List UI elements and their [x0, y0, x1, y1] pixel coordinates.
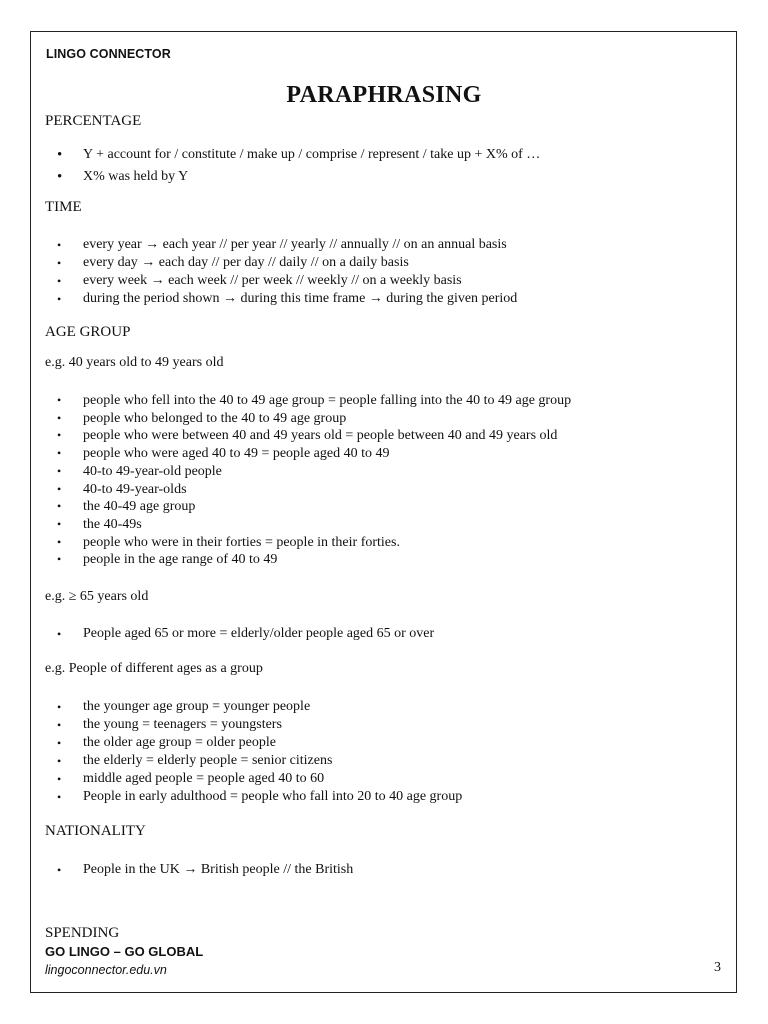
nationality-list — [57, 861, 353, 879]
brand-header: LINGO CONNECTOR — [46, 47, 171, 61]
section-heading-nationality: NATIONALITY — [45, 823, 146, 839]
list-item: • X% was held by Y — [57, 166, 540, 188]
list-item: • people who were in their forties = people in their forties. — [57, 534, 571, 552]
list-item: • people who were between 40 and 49 years old = people between 40 and 49 years old — [57, 427, 571, 445]
list-item: • the young = teenagers = youngsters — [57, 716, 462, 734]
list-item: • the older age group = older people — [57, 734, 462, 752]
list-item: • People aged 65 or more = elderly/older people aged 65 or over — [57, 625, 434, 643]
section-heading-age-group: AGE GROUP — [45, 324, 131, 340]
list-item: • every day → each day // per day // daily // on a daily basis — [57, 254, 517, 272]
list-item: • the elderly = elderly people = senior citizens — [57, 752, 462, 770]
age-forties-list — [57, 392, 571, 569]
footer-tagline: GO LINGO – GO GLOBAL — [45, 944, 204, 959]
page-number: 3 — [714, 960, 721, 975]
section-heading-time: TIME — [45, 199, 82, 215]
list-item: • 40-to 49-year-olds — [57, 481, 571, 499]
footer-website: lingoconnector.edu.vn — [45, 963, 167, 977]
list-item: • People in the UK → British people // the British — [57, 861, 353, 879]
list-item: • every year → each year // per year // yearly // annually // on an annual basis — [57, 236, 517, 254]
list-item: • Y + account for / constitute / make up / comprise / represent / take up + X% of … — [57, 144, 540, 166]
age-over-65-list — [57, 625, 434, 643]
time-list — [57, 236, 517, 308]
list-item: • the 40-49 age group — [57, 498, 571, 516]
list-item: • People in early adulthood = people who fall into 20 to 40 age group — [57, 788, 462, 806]
age-example-different-ages: e.g. People of different ages as a group — [45, 661, 263, 676]
list-item: • the 40-49s — [57, 516, 571, 534]
age-example-over-65: e.g. ≥ 65 years old — [45, 589, 149, 604]
age-example-forties: e.g. 40 years old to 49 years old — [45, 355, 224, 370]
percentage-list — [57, 144, 540, 188]
list-item: • during the period shown → during this time frame → during the given period — [57, 290, 517, 308]
list-item: • people who belonged to the 40 to 49 age group — [57, 410, 571, 428]
section-heading-percentage: PERCENTAGE — [45, 113, 142, 129]
age-different-ages-list — [57, 698, 462, 806]
page-title: PARAPHRASING — [286, 82, 482, 108]
list-item: • the younger age group = younger people — [57, 698, 462, 716]
list-item: • people who fell into the 40 to 49 age group = people falling into the 40 to 49 age group — [57, 392, 571, 410]
list-item: • people who were aged 40 to 49 = people aged 40 to 49 — [57, 445, 571, 463]
section-heading-spending: SPENDING — [45, 925, 120, 941]
list-item: • 40-to 49-year-old people — [57, 463, 571, 481]
list-item: • every week → each week // per week // weekly // on a weekly basis — [57, 272, 517, 290]
list-item: • people in the age range of 40 to 49 — [57, 551, 571, 569]
list-item: • middle aged people = people aged 40 to 60 — [57, 770, 462, 788]
